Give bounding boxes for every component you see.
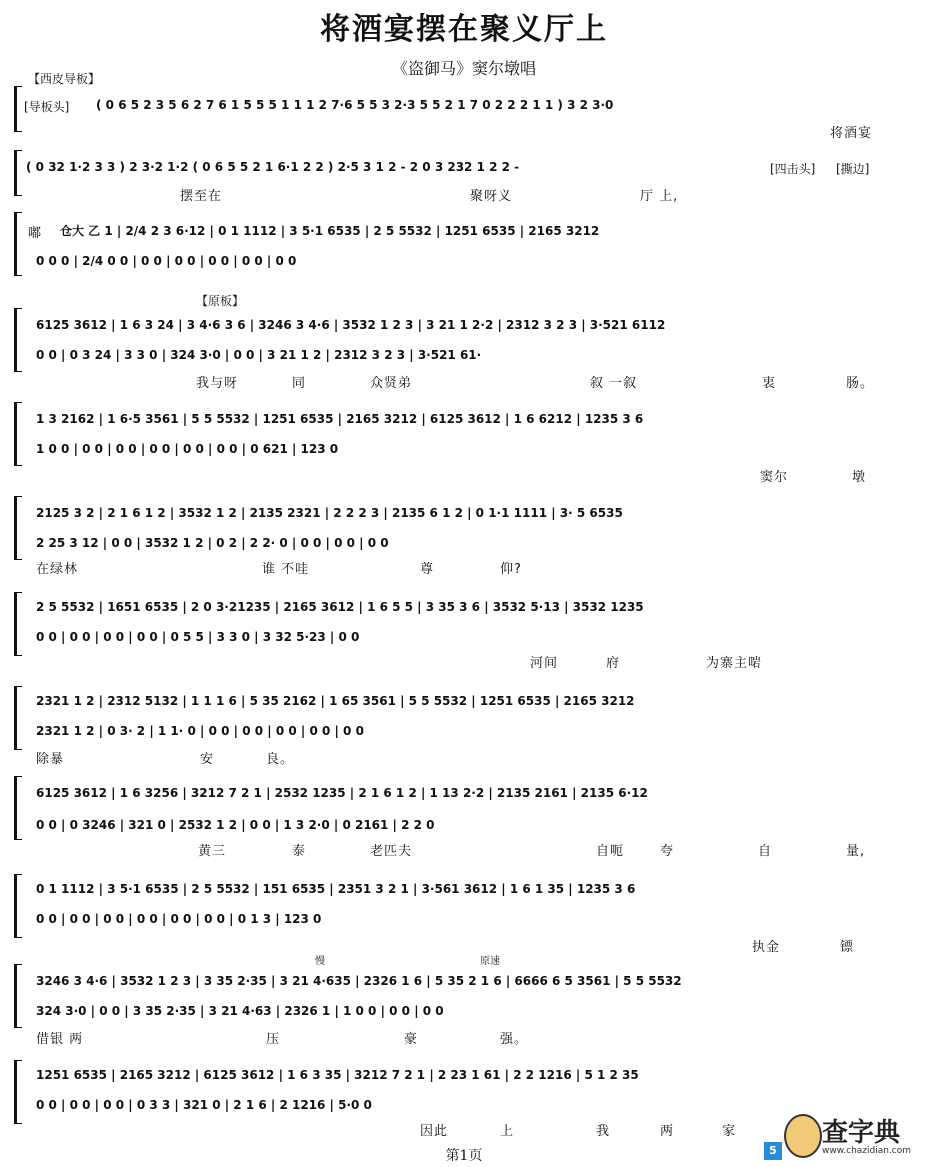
line2-lyric-3: 厅 上, <box>640 189 679 204</box>
line8-lower: 2321 1 2 | 0 3· 2 | 1 1· 0 | 0 0 | 0 0 | 0 0 | 0 0 | 0 0 <box>36 724 364 738</box>
line11-lyric-1: 借银 两 <box>36 1032 84 1047</box>
line9-lower: 0 0 | 0 3246 | 321 0 | 2532 1 2 | 0 0 | 1 3 2·0 | 0 2161 | 2 2 0 <box>36 818 435 832</box>
line8-lyric-1: 除暴 <box>36 752 65 767</box>
line2-notes: ( 0 32 1·2 3 3 ) 2 3·2 1·2 ( 0 6 5 5 2 1 6·1 2 2 ) 2·5 3 1 2 - 2 0 3 232 1 2 2 - <box>26 160 520 174</box>
page-subtitle: 《盗御马》窦尔墩唱 <box>391 59 536 78</box>
line12-lyric-3: 我 <box>596 1124 611 1139</box>
line5-notes: 1 3 2162 | 1 6·5 3561 | 5 5 5532 | 1251 6535 | 2165 3212 | 6125 3612 | 1 6 6212 | 1235 3 6 <box>36 412 644 426</box>
page-title: 将酒宴摆在聚义厅上 <box>320 12 608 47</box>
line6-lower: 2 25 3 12 | 0 0 | 3532 1 2 | 0 2 | 2 2· 0 | 0 0 | 0 0 | 0 0 <box>36 536 389 550</box>
line9-lyric-6: 自 <box>758 844 773 859</box>
staff-bracket <box>14 964 22 1028</box>
line12-lyric-2: 上 <box>500 1124 515 1139</box>
staff-bracket <box>14 402 22 466</box>
staff-bracket <box>14 686 22 750</box>
staff-bracket <box>14 86 22 132</box>
line12-lower: 0 0 | 0 0 | 0 0 | 0 3 3 | 321 0 | 2 1 6 | 2 1216 | 5·0 0 <box>36 1098 372 1112</box>
line12-lyric-1: 因此 <box>420 1124 449 1139</box>
line10-notes: 0 1 1112 | 3 5·1 6535 | 2 5 5532 | 151 6535 | 2351 3 2 1 | 3·561 3612 | 1 6 1 35 | 1235 3 6 <box>36 882 636 896</box>
line7-lyric-2: 府 <box>606 656 621 671</box>
line2-tag-2: [撕边] <box>836 162 870 176</box>
line8-notes: 2321 1 2 | 2312 5132 | 1 1 1 6 | 5 35 2162 | 1 65 3561 | 5 5 5532 | 1251 6535 | 2165 3212 <box>36 694 635 708</box>
line9-lyric-4: 自呃 <box>596 844 625 859</box>
tempo-marker-slow: 慢 <box>315 956 325 967</box>
line8-lyric-3: 良。 <box>266 752 295 767</box>
line1-tag: [导板头] <box>24 100 70 114</box>
line12-lyric-4: 两 <box>660 1124 675 1139</box>
line4-lower: 0 0 | 0 3 24 | 3 3 0 | 324 3·0 | 0 0 | 3 21 1 2 | 2312 3 2 3 | 3·521 61· <box>36 348 482 362</box>
line2-lyric-2: 聚呀义 <box>470 189 513 204</box>
section-label-yuanban: 【原板】 <box>196 294 245 308</box>
line9-lyric-3: 老匹夫 <box>370 844 413 859</box>
watermark-url: www.chazidian.com <box>822 1146 912 1156</box>
line9-notes: 6125 3612 | 1 6 3256 | 3212 7 2 1 | 2532 1235 | 2 1 6 1 2 | 1 13 2·2 | 2135 2161 | 2135 6·12 <box>36 786 648 800</box>
line3-prefix: 嘟 <box>28 226 43 241</box>
line9-lyric-5: 夸 <box>660 844 675 859</box>
line3-notes: 仓大 乙 1 | 2/4 2 3 6·12 | 0 1 1112 | 3 5·1 6535 | 2 5 5532 | 1251 6535 | 2165 3212 <box>60 224 600 238</box>
line12-lyric-5: 家 <box>722 1124 737 1139</box>
staff-bracket <box>14 776 22 840</box>
page-number: 第1页 <box>445 1148 483 1164</box>
section-label-xipi: 【西皮导板】 <box>28 72 101 86</box>
line6-lyric-2: 谁 不哇 <box>262 562 310 577</box>
line10-lyric-1: 执金 <box>752 940 781 955</box>
line10-lower: 0 0 | 0 0 | 0 0 | 0 0 | 0 0 | 0 0 | 0 1 3 | 123 0 <box>36 912 322 926</box>
line9-lyric-1: 黄三 <box>198 844 227 859</box>
line4-lyric-4: 叙 一叙 <box>590 376 638 391</box>
line9-lyric-2: 泰 <box>292 844 307 859</box>
line4-lyric-6: 肠。 <box>846 376 875 391</box>
line4-lyric-3: 众贤弟 <box>370 376 413 391</box>
line4-lyric-2: 同 <box>292 376 307 391</box>
tempo-marker-original: 原速 <box>480 956 500 967</box>
line2-lyric-1: 摆至在 <box>180 189 223 204</box>
line5-lyric-1: 窦尔 <box>760 470 789 485</box>
line4-lyric-5: 衷 <box>762 376 777 391</box>
line12-notes: 1251 6535 | 2165 3212 | 6125 3612 | 1 6 3 35 | 3212 7 2 1 | 2 23 1 61 | 2 2 1216 | 5 1 2 35 <box>36 1068 639 1082</box>
line5-lyric-2: 墩 <box>852 470 867 485</box>
line1-lyric: 将酒宴 <box>830 126 873 141</box>
staff-bracket <box>14 592 22 656</box>
watermark-name: 查字典 <box>822 1118 901 1148</box>
line11-notes: 3246 3 4·6 | 3532 1 2 3 | 3 35 2·35 | 3 21 4·635 | 2326 1 6 | 5 35 2 1 6 | 6666 6 5 3561 | 5 5 5532 <box>36 974 682 988</box>
line4-lyric-1: 我与呀 <box>196 376 239 391</box>
line4-notes: 6125 3612 | 1 6 3 24 | 3 4·6 3 6 | 3246 3 4·6 | 3532 1 2 3 | 3 21 1 2·2 | 2312 3 2 3 | 3·521 6112 <box>36 318 666 332</box>
line3-lower: 0 0 0 | 2/4 0 0 | 0 0 | 0 0 | 0 0 | 0 0 | 0 0 <box>36 254 297 268</box>
staff-bracket <box>14 308 22 372</box>
line11-lyric-3: 豪 <box>404 1032 419 1047</box>
line1-notes: ( 0 6 5 2 3 5 6 2 7 6 1 5 5 5 1 1 1 2 7·6 5 5 3 2·3 5 5 2 1 7 0 2 2 2 1 1 ) 3 2 3·0 <box>96 98 614 112</box>
line6-notes: 2125 3 2 | 2 1 6 1 2 | 3532 1 2 | 2135 2321 | 2 2 2 3 | 2135 6 1 2 | 0 1·1 1111 | 3· 5 6535 <box>36 506 623 520</box>
staff-bracket <box>14 150 22 196</box>
line7-lyric-3: 为寨主啱 <box>706 656 763 671</box>
line7-lyric-1: 河间 <box>530 656 559 671</box>
line7-notes: 2 5 5532 | 1651 6535 | 2 0 3·21235 | 2165 3612 | 1 6 5 5 | 3 35 3 6 | 3532 5·13 | 3532 1235 <box>36 600 644 614</box>
line11-lyric-2: 压 <box>266 1032 281 1047</box>
staff-bracket <box>14 874 22 938</box>
watermark-badge: 5 <box>764 1142 782 1160</box>
mascot-icon <box>784 1114 822 1158</box>
line9-lyric-7: 量, <box>846 844 866 859</box>
line6-lyric-4: 仰? <box>500 562 522 577</box>
staff-bracket <box>14 212 22 276</box>
staff-bracket <box>14 496 22 560</box>
line11-lower: 324 3·0 | 0 0 | 3 35 2·35 | 3 21 4·63 | 2326 1 | 1 0 0 | 0 0 | 0 0 <box>36 1004 444 1018</box>
watermark-logo <box>764 1112 924 1164</box>
line5-lower: 1 0 0 | 0 0 | 0 0 | 0 0 | 0 0 | 0 0 | 0 621 | 123 0 <box>36 442 339 456</box>
line10-lyric-2: 镖 <box>840 940 855 955</box>
line2-tag-1: [四击头] <box>770 162 816 176</box>
line6-lyric-3: 尊 <box>420 562 435 577</box>
line8-lyric-2: 安 <box>200 752 215 767</box>
line6-lyric-1: 在绿林 <box>36 562 79 577</box>
staff-bracket <box>14 1060 22 1124</box>
line7-lower: 0 0 | 0 0 | 0 0 | 0 0 | 0 5 5 | 3 3 0 | 3 32 5·23 | 0 0 <box>36 630 360 644</box>
line11-lyric-4: 强。 <box>500 1032 529 1047</box>
